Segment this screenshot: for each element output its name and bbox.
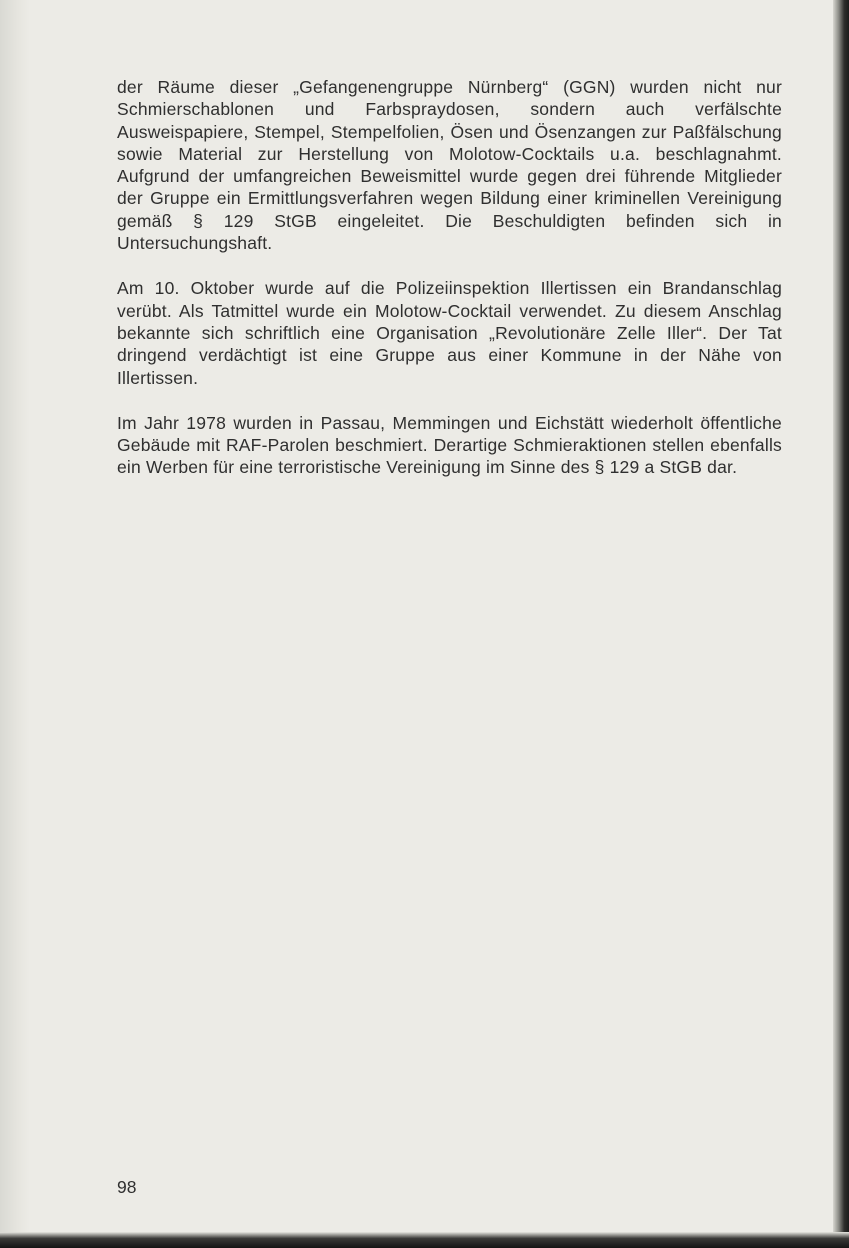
- paragraph-1: der Räume dieser „Gefangenengruppe Nürnberg“ (GGN) wurden nicht nur Schmierschablonen und Farbspraydosen, sondern auch verfälschte Ausweispapiere, Stempel, Stempelfolien, Ösen und Ösenzangen zur Paßfälschung sowie Material zur Herstellung von Molotow-Cocktails u.a. beschlagnahmt. Aufgrund der umfangreichen Beweismittel wurde gegen drei führende Mitglieder der Gruppe ein Ermittlungsverfahren wegen Bildung einer kriminellen Vereinigung gemäß § 129 StGB eingeleitet. Die Beschuldigten befinden sich in Untersuchungshaft.: [117, 77, 782, 254]
- scan-bottom-edge: [0, 1232, 849, 1248]
- body-text: [117, 76, 782, 479]
- scan-right-edge: [833, 0, 849, 1248]
- paragraph-2: Am 10. Oktober wurde auf die Polizeiinspektion Illertissen ein Brandanschlag verübt. Als Tatmittel wurde ein Molotow-Cocktail verwendet. Zu diesem Anschlag bekannte sich schriftlich eine Organisation „Revolutionäre Zelle Iller“. Der Tat dringend verdächtigt ist eine Gruppe aus einer Kommune in der Nähe von Illertissen.: [117, 278, 782, 388]
- page-binding-shadow: [0, 0, 30, 1248]
- page-number: 98: [117, 1177, 137, 1197]
- paragraph-3: Im Jahr 1978 wurden in Passau, Memmingen und Eichstätt wiederholt öffentliche Gebäude mit RAF-Parolen beschmiert. Derartige Schmieraktionen stellen ebenfalls ein Werben für eine terroristische Vereinigung im Sinne des § 129 a StGB dar.: [117, 412, 782, 478]
